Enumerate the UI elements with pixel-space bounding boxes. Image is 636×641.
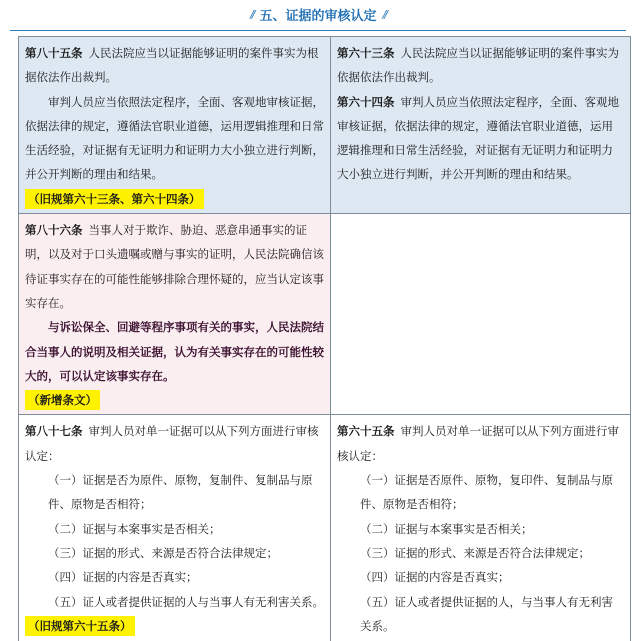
article-number: 第六十三条 — [337, 46, 395, 60]
old-rule-cell — [331, 415, 631, 641]
list-item: （二）证据与本案事实是否相关； — [360, 521, 533, 536]
article-text: 审判人员对单一证据可以从下列方面进行审核认定： — [25, 424, 319, 463]
article-number: 第六十五条 — [337, 424, 395, 439]
table-row — [19, 214, 631, 415]
old-rule-cell — [331, 37, 631, 214]
section-title: 五、证据的审核认定 — [259, 8, 377, 24]
header-rule — [10, 30, 626, 31]
source-note-badge: （旧规第六十三条、第六十四条） — [25, 189, 204, 209]
list-item: （三）证据的形式、来源是否符合法律规定； — [360, 545, 590, 560]
deco-slash-right: // — [382, 7, 386, 21]
article-text: 审判人员应当依照法定程序，全面、客观地审核证据，依据法律的规定，遵循法官职业道德，运用逻辑推理和日常生活经验，对证据有无证明力和证明力大小独立进行判断，并公开判断的理由和结果。 — [337, 94, 619, 182]
paragraph — [337, 419, 624, 468]
source-note-badge: （旧规第六十五条） — [25, 616, 135, 636]
paragraph — [337, 41, 624, 90]
table-row — [19, 37, 631, 214]
paragraph — [25, 218, 324, 315]
paragraph: 审判人员应当依照法定程序，全面、客观地审核证据，依据法律的规定，遵循法官职业道德，运用逻辑推理和日常生活经验，对证据有无证明力和证明力大小独立进行判断，并公开判断的理由和结果。 — [25, 94, 324, 182]
article-number: 第八十七条 — [25, 424, 83, 439]
new-rule-cell — [19, 415, 331, 641]
article-text: 审判人员对单一证据可以从下列方面进行审核认定： — [337, 424, 619, 463]
new-rule-cell — [19, 37, 331, 214]
list-item: （一）证据是否原件、原物，复印件、复制品与原件、原物是否相符； — [360, 473, 613, 512]
paragraph-bold: 与诉讼保全、回避等程序事项有关的事实，人民法院结合当事人的说明及相关证据，认为有关事实存在的可能性较大的，可以认定该事实存在。 — [25, 320, 324, 383]
comparison-table — [18, 36, 631, 641]
list-item: （三）证据的形式、来源是否符合法律规定； — [48, 545, 278, 560]
article-number: 第八十五条 — [25, 46, 83, 60]
source-note-badge: （新增条文） — [25, 390, 100, 410]
list-item: （四）证据的内容是否真实； — [48, 570, 198, 585]
deco-slash-left: // — [250, 7, 254, 21]
paragraph — [337, 90, 624, 187]
new-rule-cell — [19, 214, 331, 415]
list-item: （四）证据的内容是否真实； — [360, 570, 510, 585]
list-item: （二）证据与本案事实是否相关； — [48, 521, 221, 536]
article-text: 当事人对于欺诈、胁迫、恶意串通事实的证明，以及对于口头遗嘱或赠与事实的证明，人民法院确信该待证事实存在的可能性能够排除合理怀疑的，应当认定该事实存在。 — [25, 223, 324, 310]
article-number: 第八十六条 — [25, 223, 83, 238]
paragraph — [25, 419, 324, 468]
article-text: 人民法院应当以证据能够证明的案件事实为根据依法作出裁判。 — [25, 46, 319, 85]
table-row — [19, 415, 631, 641]
article-text: 人民法院应当以证据能够证明的案件事实为依据依法作出裁判。 — [337, 46, 619, 85]
old-rule-cell-empty — [331, 214, 631, 415]
section-header — [0, 0, 636, 34]
article-number: 第六十四条 — [337, 94, 395, 109]
paragraph — [25, 41, 324, 90]
header-title-wrap — [244, 5, 392, 24]
list-item: （一）证据是否为原件、原物，复制件、复制品与原件、原物是否相符； — [48, 473, 313, 512]
list-item: （五）证人或者提供证据的人，与当事人有无利害关系。 — [360, 594, 613, 633]
list-item: （五）证人或者提供证据的人与当事人有无利害关系。 — [48, 594, 324, 609]
